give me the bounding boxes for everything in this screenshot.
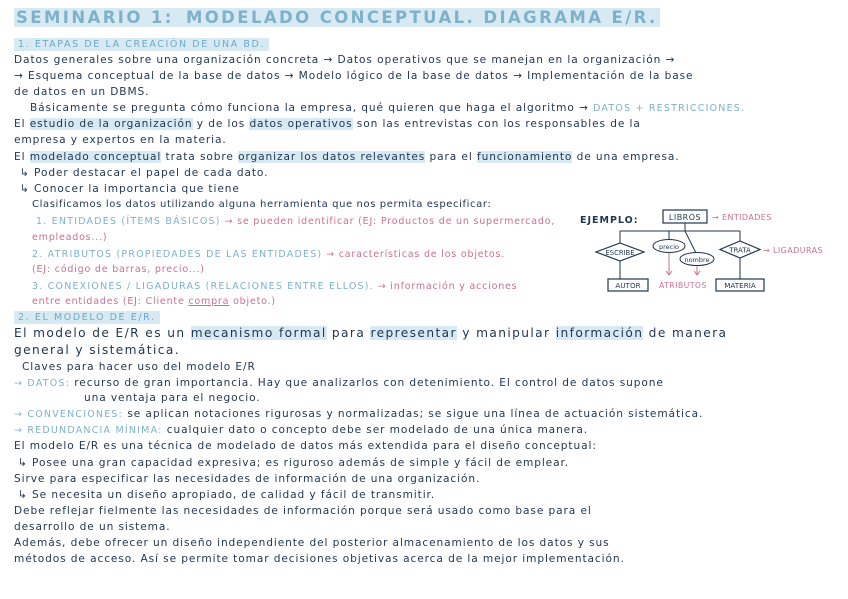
item2-label: 2. ATRIBUTOS (PROPIEDADES DE LAS ENTIDADES) [32, 249, 323, 260]
autor-label: AUTOR [615, 281, 641, 290]
s1-line5c: y de los [192, 118, 250, 130]
s2-line1a: El modelo de E/R es un [14, 326, 191, 340]
conv-label: → CONVENCIONES: [14, 409, 124, 420]
item1 [36, 214, 555, 229]
trata-label: TRATA [729, 246, 751, 255]
s1-line9: ↳ Conocer la importancia que tiene [20, 183, 240, 195]
nombre-label: nombre [684, 256, 710, 264]
entidades-note: → ENTIDADES [712, 213, 772, 222]
s1-line7b: modelado conceptual [29, 151, 162, 163]
s1-line5e: son las entrevistas con los responsables de la [352, 118, 641, 130]
item3-cont [32, 295, 276, 309]
s1-line5b: estudio de la organización [29, 118, 193, 130]
section1-heading: 1. ETAPAS DE LA CREACIÓN DE UNA BD. [14, 38, 269, 51]
item2 [32, 247, 505, 262]
item1-label: 1. ENTIDADES (ÍTEMS BÁSICOS) [36, 216, 221, 227]
item1-text: → se pueden identificar (EJ: Productos de un supermercado, [220, 216, 556, 227]
item3-cont-b: compra [188, 296, 230, 307]
s2-line9: desarrollo de un sistema. [14, 521, 171, 533]
title-part1: SEMINARIO 1: [16, 8, 182, 27]
s2-red [14, 423, 588, 438]
s1-line4 [30, 101, 745, 116]
s1-line7f: funcionamiento [476, 151, 573, 163]
s2-line5: ↳ Posee una gran capacidad expresiva; es riguroso además de simple y fácil de emplear. [18, 457, 570, 469]
s2-line3: Claves para hacer uso del modelo E/R [22, 361, 256, 373]
s2-line7: ↳ Se necesita un diseño apropiado, de calidad y fácil de transmitir. [18, 489, 436, 501]
s1-line7a: El [14, 151, 30, 163]
s1-line7d: organizar los datos relevantes [238, 151, 426, 163]
item3-text: → información y acciones [373, 281, 518, 292]
section2-heading: 2. EL MODELO DE E/R. [14, 311, 160, 324]
escribe-label: ESCRIBE [605, 249, 635, 257]
s2-line1 [14, 326, 727, 340]
diagram-ejemplo: EJEMPLO: [580, 215, 639, 226]
red-text: cualquier dato o concepto debe ser modelado de una única manera. [162, 424, 589, 436]
s2-line1g: de manera [643, 326, 728, 340]
s2-line8: Debe reflejar fielmente las necesidades de información porque será usado como base para el [14, 505, 592, 517]
s1-line5 [14, 117, 641, 131]
s1-line7 [14, 150, 680, 164]
s2-line2: general y sistemática. [14, 343, 180, 357]
precio-label: precio [658, 243, 680, 251]
ligaduras-note: → LIGADURAS [763, 246, 823, 255]
title-part2: MODELADO CONCEPTUAL. DIAGRAMA E/R. [185, 8, 658, 27]
item3-label: 3. CONEXIONES / LIGADURAS (RELACIONES ENTRE ELLOS). [32, 281, 374, 292]
s2-line6: Sirve para especificar las necesidades de información de una organización. [14, 473, 481, 485]
s2-line1c: para [326, 326, 371, 340]
s1-line4b: DATOS + RESTRICCIONES. [593, 103, 746, 114]
red-label: → REDUNDANCIA MÍNIMA: [14, 425, 163, 436]
s1-line7g: de una empresa. [572, 151, 680, 163]
materia-label: MATERIA [724, 281, 756, 290]
s1-line7e: para el [425, 151, 477, 163]
s2-line10: Además, debe ofrecer un diseño independiente del posterior almacenamiento de los datos y sus [14, 537, 610, 549]
s1-line6: empresa y expertos en la materia. [14, 134, 227, 146]
s2-datos-cont: una ventaja para el negocio. [84, 392, 261, 404]
libros-label: LIBROS [668, 213, 702, 222]
conv-text: se aplican notaciones rigurosas y normalizadas; se sigue una línea de actuación sistemática. [123, 408, 704, 420]
item3-cont-c: objeto.) [229, 296, 276, 307]
s2-line1b: mecanismo formal [190, 326, 327, 340]
item2-text: → características de los objetos. [322, 249, 506, 260]
s2-line1f: información [555, 326, 644, 340]
s2-line4: El modelo E/R es una técnica de modelado de datos más extendida para el diseño conceptual: [14, 440, 597, 452]
s1-line1: Datos generales sobre una organización concreta → Datos operativos que se manejan en la organización → [14, 54, 676, 66]
s1-line2: → Esquema conceptual de la base de datos → Modelo lógico de la base de datos → Implementación de la base [14, 70, 694, 82]
nombre-link [685, 231, 696, 253]
er-diagram [576, 205, 842, 297]
s2-datos [14, 376, 664, 391]
item3-cont-a: entre entidades (EJ: Cliente [32, 296, 189, 307]
atributos-note: ATRIBUTOS [659, 281, 707, 290]
s1-line4a: Básicamente se pregunta cómo funciona la empresa, qué quieren que haga el algoritmo → [30, 102, 594, 114]
s1-line5a: El [14, 118, 30, 130]
datos-text: recurso de gran importancia. Hay que analizarlos con detenimiento. El control de datos supone [70, 377, 664, 389]
s1-line5d: datos operativos [249, 118, 353, 130]
item2-cont: (EJ: código de barras, precio...) [32, 264, 205, 275]
s1-line8: ↳ Poder destacar el papel de cada dato. [20, 167, 269, 179]
s1-line7c: trata sobre [161, 151, 239, 163]
s2-line1e: y manipular [456, 326, 556, 340]
datos-label: → DATOS: [14, 378, 71, 389]
s2-line11: métodos de acceso. Así se permite tomar decisiones objetivas acerca de la mejor implementación. [14, 553, 625, 565]
page-title [14, 8, 660, 27]
item1-cont: empleados...) [32, 232, 108, 243]
item3 [32, 279, 517, 294]
s2-line1d: representar [370, 326, 457, 340]
s1-line10: Clasificamos los datos utilizando alguna herramienta que nos permita especificar: [32, 199, 492, 210]
s2-conv [14, 407, 703, 422]
s1-line3: de datos en un DBMS. [14, 86, 150, 98]
